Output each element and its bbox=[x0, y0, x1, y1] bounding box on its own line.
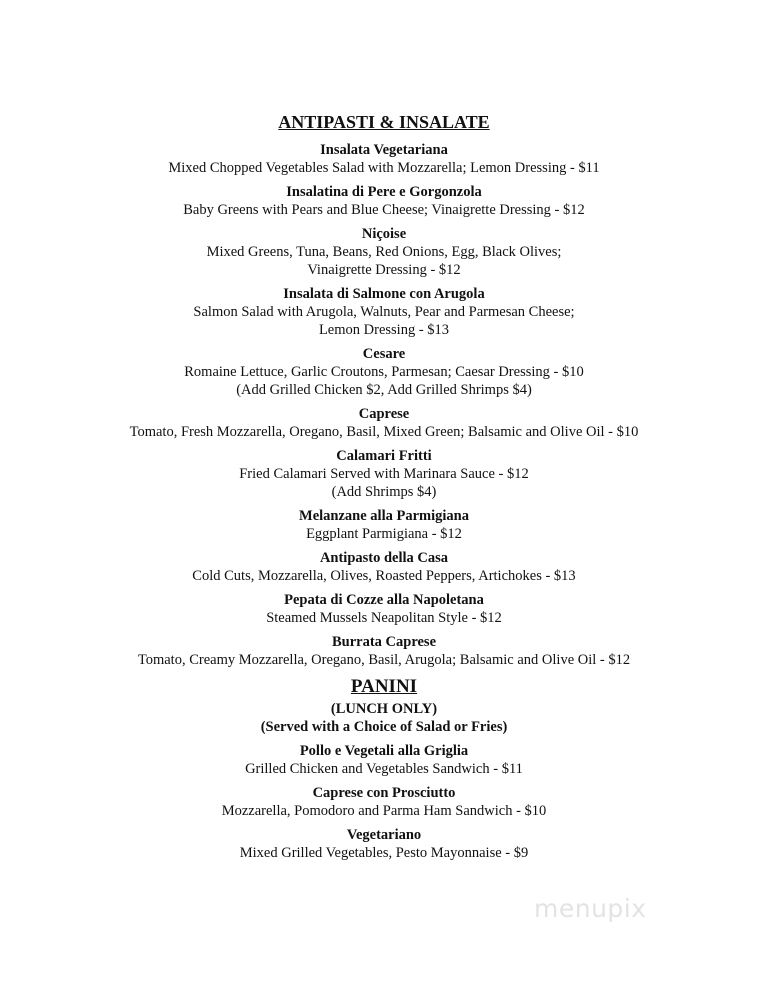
menu-item-name: Pollo e Vegetali alla Griglia bbox=[299, 743, 469, 759]
menu-item-description: Tomato, Creamy Mozzarella, Oregano, Basil, Arugola; Balsamic and Olive Oil - $12 bbox=[137, 652, 631, 668]
menu-item-description: Tomato, Fresh Mozzarella, Oregano, Basil, Mixed Green; Balsamic and Olive Oil - $10 bbox=[129, 424, 639, 440]
menu-item-description: Steamed Mussels Neapolitan Style - $12 bbox=[266, 610, 502, 626]
section-title: ANTIPASTI & INSALATE bbox=[278, 112, 490, 132]
section-title: PANINI bbox=[350, 676, 418, 697]
menu-item-name: Pepata di Cozze alla Napoletana bbox=[284, 592, 484, 608]
menu-item-name: Antipasto della Casa bbox=[319, 550, 449, 566]
menu-item-description: Cold Cuts, Mozzarella, Olives, Roasted Peppers, Artichokes - $13 bbox=[192, 568, 576, 584]
menu-item-description: Grilled Chicken and Vegetables Sandwich - $11 bbox=[245, 761, 523, 777]
menu-item-description: (Add Grilled Chicken $2, Add Grilled Shrimps $4) bbox=[236, 382, 532, 398]
menu-item-description: Vinaigrette Dressing - $12 bbox=[307, 262, 461, 278]
menu-item-description: Mixed Grilled Vegetables, Pesto Mayonnaise - $9 bbox=[239, 845, 529, 861]
menu-item-name: Burrata Caprese bbox=[331, 634, 437, 650]
menu-item-name: Caprese con Prosciutto bbox=[312, 785, 456, 801]
menu-item-name: Cesare bbox=[362, 346, 406, 362]
menu-item-name: Niçoise bbox=[361, 226, 407, 242]
menu-item-name: Melanzane alla Parmigiana bbox=[299, 508, 469, 524]
menu-item-name: Vegetariano bbox=[346, 827, 422, 843]
menu-item-description: Lemon Dressing - $13 bbox=[318, 322, 450, 338]
menu-item-description: Salmon Salad with Arugola, Walnuts, Pear and Parmesan Cheese; bbox=[193, 304, 575, 320]
menu-item-description: Romaine Lettuce, Garlic Croutons, Parmesan; Caesar Dressing - $10 bbox=[184, 364, 584, 380]
menu-item-description: Mixed Chopped Vegetables Salad with Mozzarella; Lemon Dressing - $11 bbox=[168, 160, 600, 176]
menu-item-description: Eggplant Parmigiana - $12 bbox=[306, 526, 462, 542]
section-note: (LUNCH ONLY) bbox=[330, 701, 438, 717]
menu-item-name: Insalatina di Pere e Gorgonzola bbox=[286, 184, 482, 200]
menu-item-name: Caprese bbox=[358, 406, 410, 422]
menu-item-description: Mixed Greens, Tuna, Beans, Red Onions, Egg, Black Olives; bbox=[206, 244, 562, 260]
menu-item-name: Calamari Fritti bbox=[336, 448, 432, 464]
menu-item-name: Insalata di Salmone con Arugola bbox=[283, 286, 485, 302]
menu-item-description: Baby Greens with Pears and Blue Cheese; Vinaigrette Dressing - $12 bbox=[183, 202, 585, 218]
menu-item-name: Insalata Vegetariana bbox=[320, 142, 448, 158]
menu-item-description: Fried Calamari Served with Marinara Sauce - $12 bbox=[239, 466, 529, 482]
menupix-watermark: menupix bbox=[534, 894, 647, 923]
menu-item-description: (Add Shrimps $4) bbox=[331, 484, 437, 500]
menu-item-description: Mozzarella, Pomodoro and Parma Ham Sandwich - $10 bbox=[221, 803, 547, 819]
section-note: (Served with a Choice of Salad or Fries) bbox=[260, 719, 508, 735]
